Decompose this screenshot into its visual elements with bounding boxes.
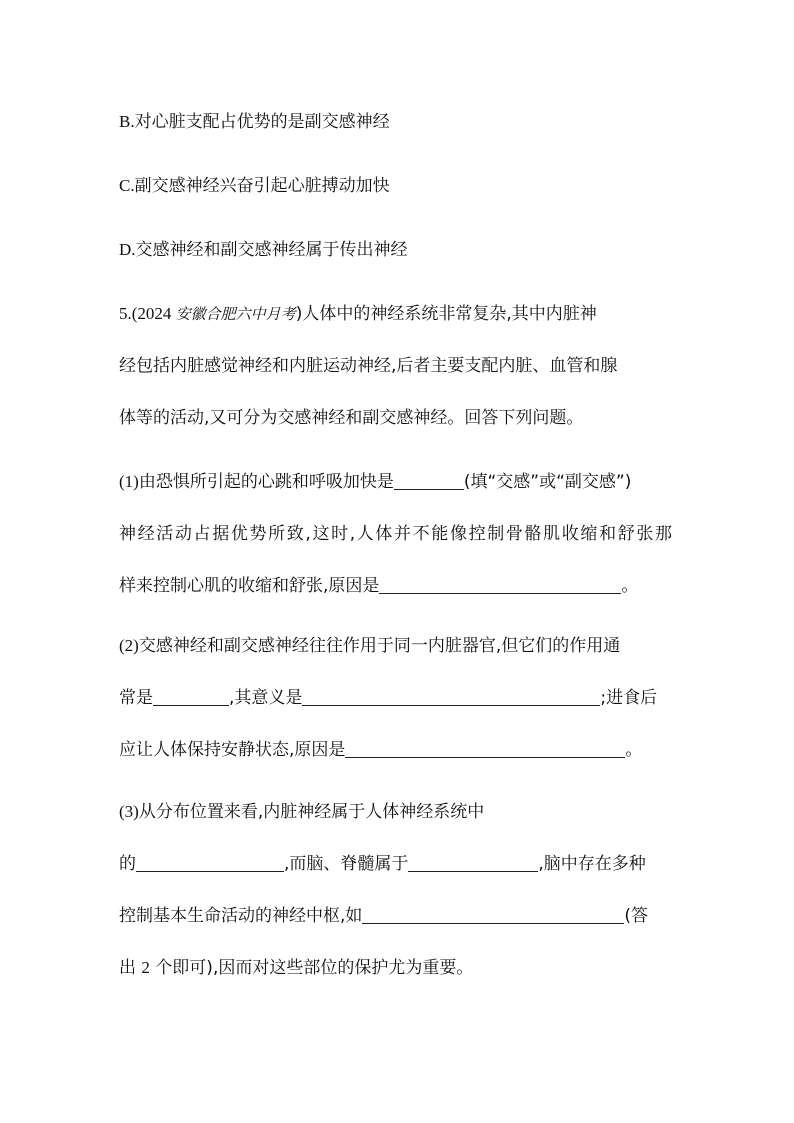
answer-blank[interactable] bbox=[379, 575, 621, 594]
option-text: 副交感神经兴奋引起心脏搏动加快 bbox=[134, 176, 390, 196]
answer-blank[interactable] bbox=[394, 471, 464, 490]
answer-blank[interactable] bbox=[136, 853, 284, 872]
part-number: (2) bbox=[119, 636, 139, 655]
part-number: (3) bbox=[119, 802, 139, 821]
answer-blank[interactable] bbox=[345, 739, 625, 758]
question-5-stem-line-3: 体等的活动,又可分为交感神经和副交感神经。回答下列问题。 bbox=[119, 408, 584, 428]
part-3-line-1: (3)从分布位置来看,内脏神经属于人体神经系统中 bbox=[119, 802, 485, 822]
question-source: 安徽合肥六中月考 bbox=[175, 305, 296, 323]
option-text: 交感神经和副交感神经属于传出神经 bbox=[135, 240, 408, 260]
part-2-line-3: 应让人体保持安静状态,原因是 。 bbox=[119, 740, 643, 760]
question-number: 5.(2024 bbox=[119, 304, 176, 323]
answer-blank[interactable] bbox=[153, 687, 229, 706]
answer-blank[interactable] bbox=[362, 905, 624, 924]
option-c bbox=[119, 174, 390, 198]
part-3-line-2: 的 ,而脑、脊髓属于 ,脑中存在多种 bbox=[119, 854, 646, 874]
question-stem: )人体中的神经系统非常复杂,其中内脏神 bbox=[295, 304, 597, 324]
option-letter: C. bbox=[119, 176, 135, 195]
question-5-stem-line-1 bbox=[119, 302, 597, 326]
answer-blank[interactable] bbox=[408, 853, 538, 872]
option-b bbox=[119, 110, 390, 134]
part-3-line-4: 出 2 个即可),因而对这些部位的保护尤为重要。 bbox=[119, 958, 474, 978]
part-3-line-3: 控制基本生命活动的神经中枢,如 (答 bbox=[119, 906, 649, 926]
answer-blank[interactable] bbox=[302, 687, 600, 706]
part-1-line-1: (1)由恐惧所引起的心跳和呼吸加快是 (填“交感”或“副交感”) bbox=[119, 472, 632, 492]
option-letter: D. bbox=[119, 240, 136, 259]
part-1-line-3: 样来控制心肌的收缩和舒张,原因是 。 bbox=[119, 576, 639, 596]
option-letter: B. bbox=[119, 112, 135, 131]
question-5-stem-line-2: 经包括内脏感觉神经和内脏运动神经,后者主要支配内脏、血管和腺 bbox=[119, 356, 618, 376]
part-number: (1) bbox=[119, 472, 139, 491]
part-1-line-2: 神经活动占据优势所致,这时,人体并不能像控制骨骼肌收缩和舒张那 bbox=[119, 524, 672, 544]
part-2-line-1: (2)交感神经和副交感神经往往作用于同一内脏器官,但它们的作用通 bbox=[119, 636, 621, 656]
option-text: 对心脏支配占优势的是副交感神经 bbox=[134, 112, 390, 132]
part-2-line-2: 常是 ,其意义是 ;进食后 bbox=[119, 688, 658, 708]
option-d bbox=[119, 238, 408, 262]
